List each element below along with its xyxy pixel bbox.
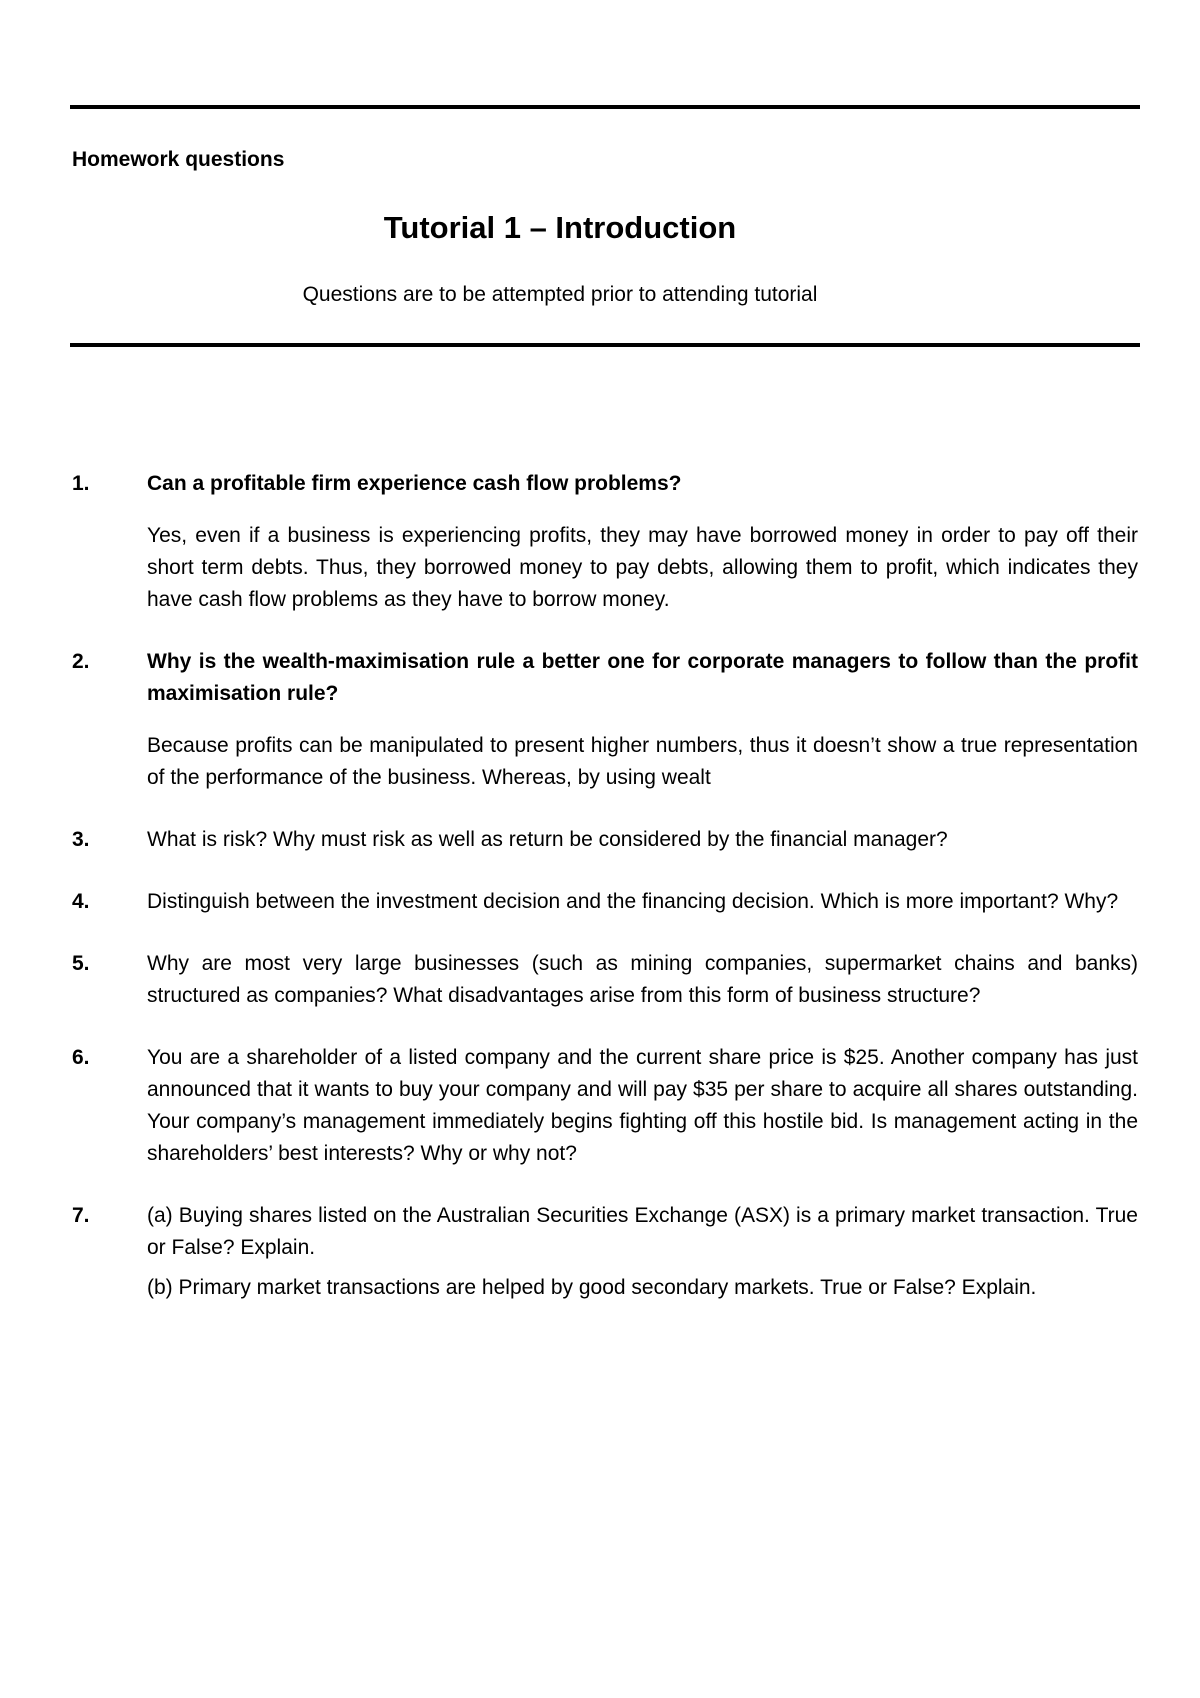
question-number: 2. (72, 650, 90, 673)
question-text: Distinguish between the investment decision and the financing decision. Which is more important? Why? (147, 890, 1119, 913)
question-text: What is risk? Why must risk as well as return be considered by the financial manager? (147, 828, 948, 851)
answer-text: Because profits can be manipulated to present higher numbers, thus it doesn’t show a true representation of the performance of the business. Whereas, by using wealt (147, 734, 1138, 789)
question-text: Can a profitable firm experience cash flow problems? (147, 472, 682, 495)
question-number: 7. (72, 1204, 90, 1227)
question-3 (72, 824, 1138, 856)
question-text: Why is the wealth-maximisation rule a better one for corporate managers to follow than the profit maximisation rule? (147, 650, 1138, 705)
question-text: Why are most very large businesses (such as mining companies, supermarket chains and banks) structured as companies? What disadvantages arise from this form of business structure? (147, 952, 1138, 1007)
question-number: 4. (72, 890, 90, 913)
question-number: 5. (72, 952, 90, 975)
top-rule (70, 105, 1140, 109)
bottom-rule (70, 343, 1140, 347)
question-text: You are a shareholder of a listed company and the current share price is $25. Another company has just announced that it wants to buy your company and will pay $35 per share to acquire all shares outstanding. Your company’s management immediately begins fighting off this hostile bid. Is management acting in the shareholders’ best interests? Why or why not? (147, 1046, 1138, 1165)
question-number: 3. (72, 828, 90, 851)
homework-label: Homework questions (72, 148, 285, 171)
page-subtitle: Questions are to be attempted prior to attending tutorial (302, 283, 818, 306)
question-number: 1. (72, 472, 90, 495)
question-6 (72, 1042, 1138, 1170)
question-7 (72, 1200, 1138, 1304)
question-part-a: (a) Buying shares listed on the Australian Securities Exchange (ASX) is a primary market transaction. True or False? Explain. (147, 1204, 1138, 1259)
question-5 (72, 948, 1138, 1012)
question-list (72, 468, 1138, 1334)
question-part-b: (b) Primary market transactions are helped by good secondary markets. True or False? Explain. (147, 1276, 1037, 1299)
page-title: Tutorial 1 – Introduction (383, 210, 737, 245)
question-4 (72, 886, 1138, 918)
question-2 (72, 646, 1138, 794)
answer-text: Yes, even if a business is experiencing profits, they may have borrowed money in order to pay off their short term debts. Thus, they borrowed money to pay debts, allowing them to profit, which indicates they have cash flow problems as they have to borrow money. (147, 524, 1138, 611)
question-1 (72, 468, 1138, 616)
question-number: 6. (72, 1046, 90, 1069)
